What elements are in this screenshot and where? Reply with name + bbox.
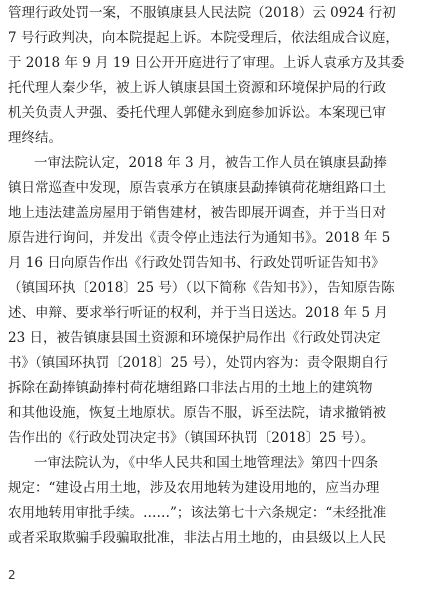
text-line: 农用地转用审批手续。……”；该法第七十六条规定：“未经批准 — [8, 505, 387, 521]
text-line: 告作出的《行政处罚决定书》（镇国环执罚〔2018〕25 号）。 — [8, 430, 375, 446]
text-line: 书》（镇国环执罚〔2018〕25 号），处罚内容为：责令限期自行 — [8, 355, 388, 371]
text-line: 机关负责人尹强、委托代理人郭健永到庭参加诉讼。本案现已审 — [8, 105, 386, 121]
text-line: 23 日，被告镇康县国土资源和环境保护局作出《行政处罚决定 — [8, 330, 381, 346]
text-line: 于 2018 年 9 月 19 日公开开庭进行了审理。上诉人袁承方及其委 — [8, 55, 405, 71]
text-line: 月 16 日向原告作出《行政处罚告知书、行政处罚听证告知书》 — [8, 255, 385, 271]
page-number: 2 — [8, 568, 16, 582]
text-line: 拆除在勐捧镇勐捧村荷花塘组路口非法占用的土地上的建筑物 — [8, 380, 373, 396]
text-line: 原告进行询问，并发出《责令停止违法行为通知书》。2018 年 5 — [8, 230, 391, 246]
text-line: 7 号行政判决，向本院提起上诉。本院受理后，依法组成合议庭， — [8, 30, 399, 46]
text-line: 和其他设施，恢复土地原状。原告不服，诉至法院，请求撤销被 — [8, 405, 386, 421]
text-line: 托代理人秦少华，被上诉人镇康县国土资源和环境保护局的行政 — [8, 80, 386, 96]
text-line: 地上违法建盖房屋用于销售建材，被告即展开调查，并于当日对 — [8, 205, 386, 221]
text-line: 规定：“建设占用土地，涉及农用地转为建设用地的，应当办理 — [8, 480, 380, 496]
text-line: 或者采取欺骗手段骗取批准，非法占用土地的，由县级以上人民 — [8, 530, 386, 546]
text-line: 镇日常巡查中发现，原告袁承方在镇康县勐捧镇荷花塘组路口土 — [8, 180, 386, 196]
text-line: 管理行政处罚一案，不服镇康县人民法院（2018）云 0924 行初 — [8, 5, 396, 21]
text-line: 一审法院认定，2018 年 3 月，被告工作人员在镇康县勐捧 — [34, 155, 387, 171]
text-line: （镇国环执〔2018〕25 号）（以下简称《告知书》），告知原告陈 — [8, 280, 395, 296]
text-line: 一审法院认为，《中华人民共和国土地管理法》第四十四条 — [34, 455, 379, 471]
text-line: 述、申辩、要求举行听证的权利，并于当日送达。2018 年 5 月 — [8, 305, 388, 321]
text-line: 理终结。 — [8, 130, 62, 146]
